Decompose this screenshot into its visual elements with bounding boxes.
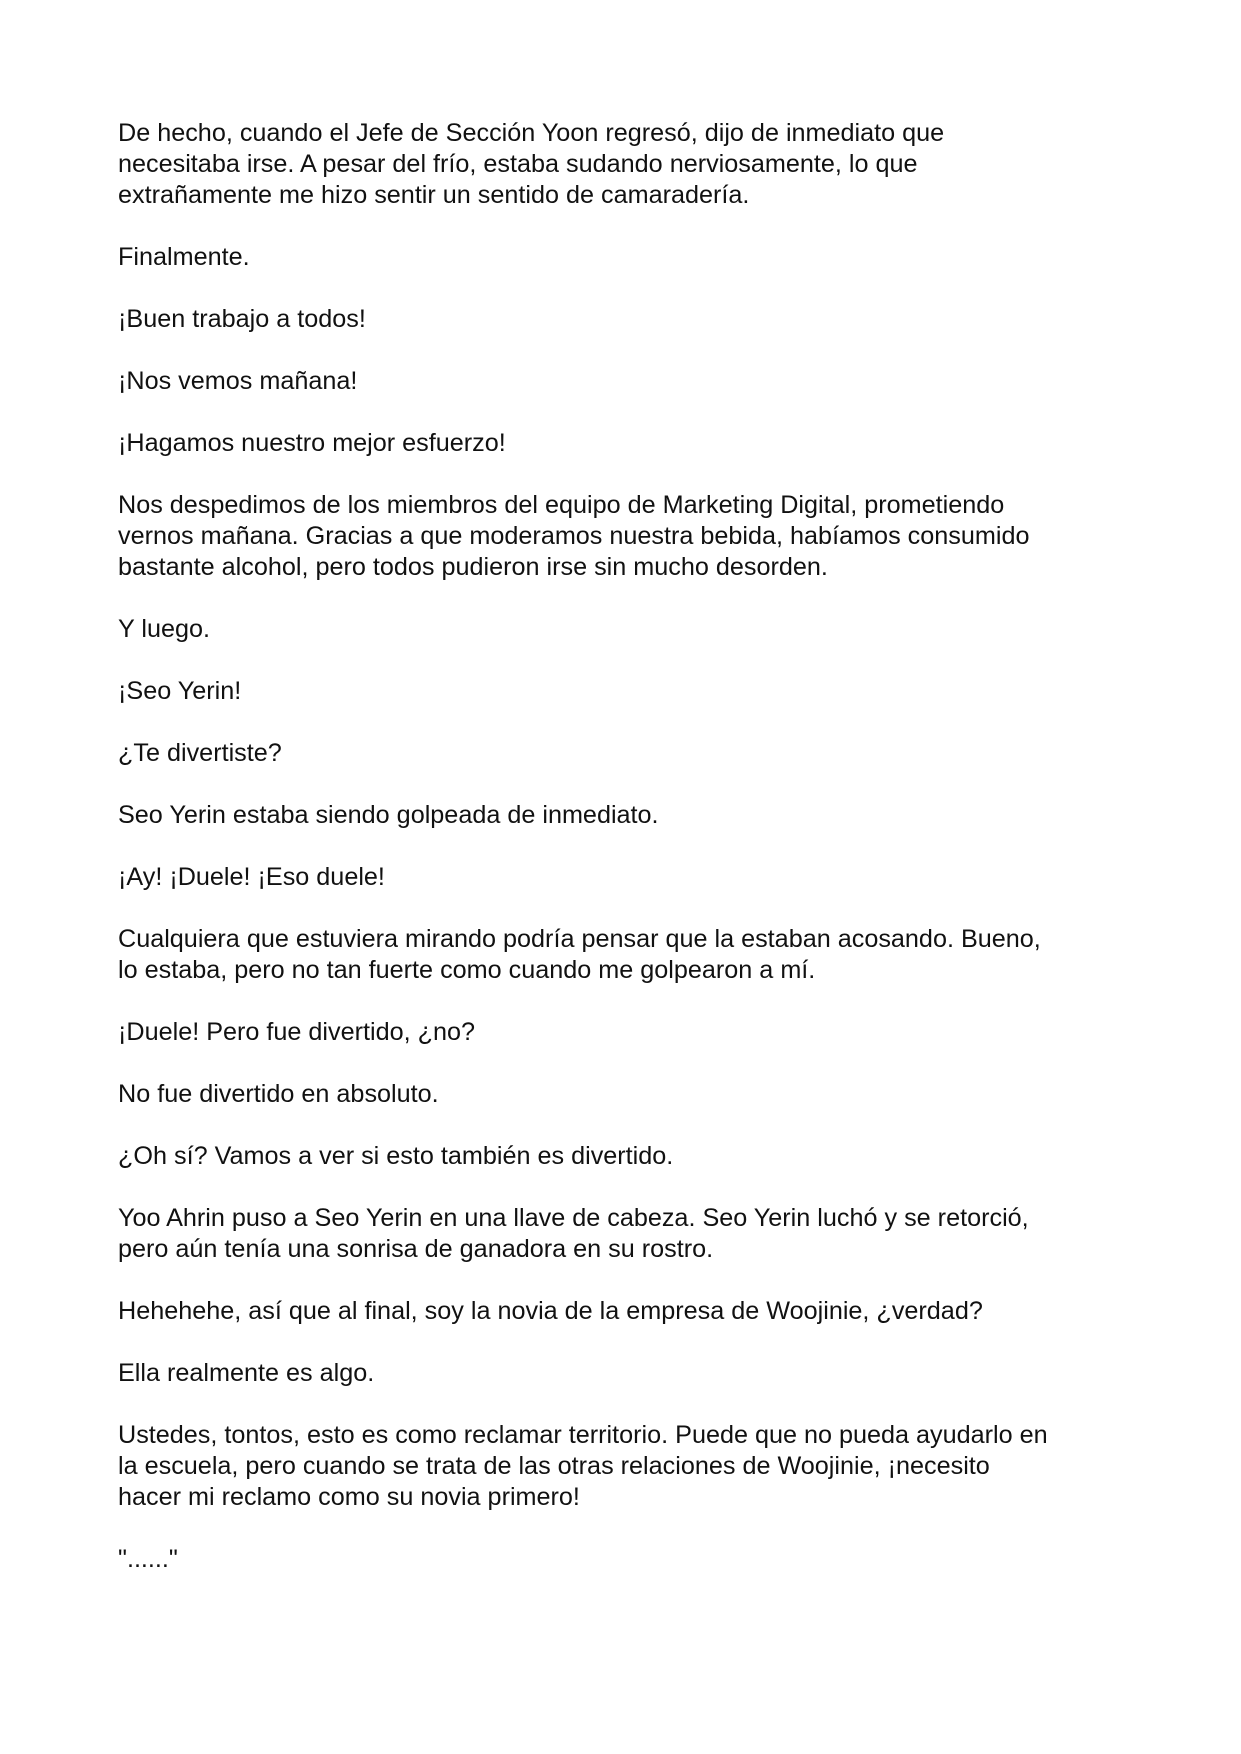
text-line: Finalmente. bbox=[118, 243, 250, 271]
text-line: Ustedes, tontos, esto es como reclamar territorio. Puede que no pueda ayudarlo en bbox=[118, 1421, 1048, 1449]
text-line: lo estaba, pero no tan fuerte como cuando me golpearon a mí. bbox=[118, 956, 816, 984]
document-body bbox=[118, 118, 1138, 1606]
text-line: extrañamente me hizo sentir un sentido de camaradería. bbox=[118, 181, 750, 209]
text-line: "......" bbox=[118, 1545, 178, 1573]
text-line: la escuela, pero cuando se trata de las otras relaciones de Woojinie, ¡necesito bbox=[118, 1452, 990, 1480]
paragraph bbox=[118, 118, 1138, 211]
text-line: ¡Duele! Pero fue divertido, ¿no? bbox=[118, 1018, 476, 1046]
paragraph bbox=[118, 1203, 1138, 1265]
paragraph bbox=[118, 1358, 1138, 1389]
text-line: ¡Ay! ¡Duele! ¡Eso duele! bbox=[118, 863, 385, 891]
text-line: bastante alcohol, pero todos pudieron irse sin mucho desorden. bbox=[118, 553, 828, 581]
text-line: ¡Hagamos nuestro mejor esfuerzo! bbox=[118, 429, 506, 457]
text-line: necesitaba irse. A pesar del frío, estaba sudando nerviosamente, lo que bbox=[118, 150, 918, 178]
paragraph bbox=[118, 614, 1138, 645]
text-line: Ella realmente es algo. bbox=[118, 1359, 375, 1387]
paragraph bbox=[118, 1017, 1138, 1048]
text-line: Hehehehe, así que al final, soy la novia de la empresa de Woojinie, ¿verdad? bbox=[118, 1297, 983, 1325]
text-line: ¿Te divertiste? bbox=[118, 739, 282, 767]
text-line: ¿Oh sí? Vamos a ver si esto también es divertido. bbox=[118, 1142, 674, 1170]
text-line: ¡Buen trabajo a todos! bbox=[118, 305, 366, 333]
paragraph bbox=[118, 800, 1138, 831]
paragraph bbox=[118, 676, 1138, 707]
paragraph bbox=[118, 1296, 1138, 1327]
paragraph bbox=[118, 490, 1138, 583]
text-line: Y luego. bbox=[118, 615, 210, 643]
paragraph bbox=[118, 1544, 1138, 1575]
paragraph bbox=[118, 738, 1138, 769]
text-line: vernos mañana. Gracias a que moderamos nuestra bebida, habíamos consumido bbox=[118, 522, 1030, 550]
paragraph bbox=[118, 924, 1138, 986]
text-line: ¡Nos vemos mañana! bbox=[118, 367, 358, 395]
text-line: Cualquiera que estuviera mirando podría pensar que la estaban acosando. Bueno, bbox=[118, 925, 1041, 953]
text-line: ¡Seo Yerin! bbox=[118, 677, 242, 705]
paragraph bbox=[118, 428, 1138, 459]
paragraph bbox=[118, 304, 1138, 335]
text-line: pero aún tenía una sonrisa de ganadora en su rostro. bbox=[118, 1235, 714, 1263]
text-line: Nos despedimos de los miembros del equipo de Marketing Digital, prometiendo bbox=[118, 491, 1005, 519]
paragraph bbox=[118, 1079, 1138, 1110]
text-line: hacer mi reclamo como su novia primero! bbox=[118, 1483, 580, 1511]
paragraph bbox=[118, 1141, 1138, 1172]
paragraph bbox=[118, 366, 1138, 397]
text-line: No fue divertido en absoluto. bbox=[118, 1080, 439, 1108]
text-line: De hecho, cuando el Jefe de Sección Yoon regresó, dijo de inmediato que bbox=[118, 119, 945, 147]
paragraph bbox=[118, 862, 1138, 893]
paragraph bbox=[118, 1420, 1138, 1513]
text-line: Yoo Ahrin puso a Seo Yerin en una llave de cabeza. Seo Yerin luchó y se retorció, bbox=[118, 1204, 1029, 1232]
paragraph bbox=[118, 242, 1138, 273]
text-line: Seo Yerin estaba siendo golpeada de inmediato. bbox=[118, 801, 659, 829]
